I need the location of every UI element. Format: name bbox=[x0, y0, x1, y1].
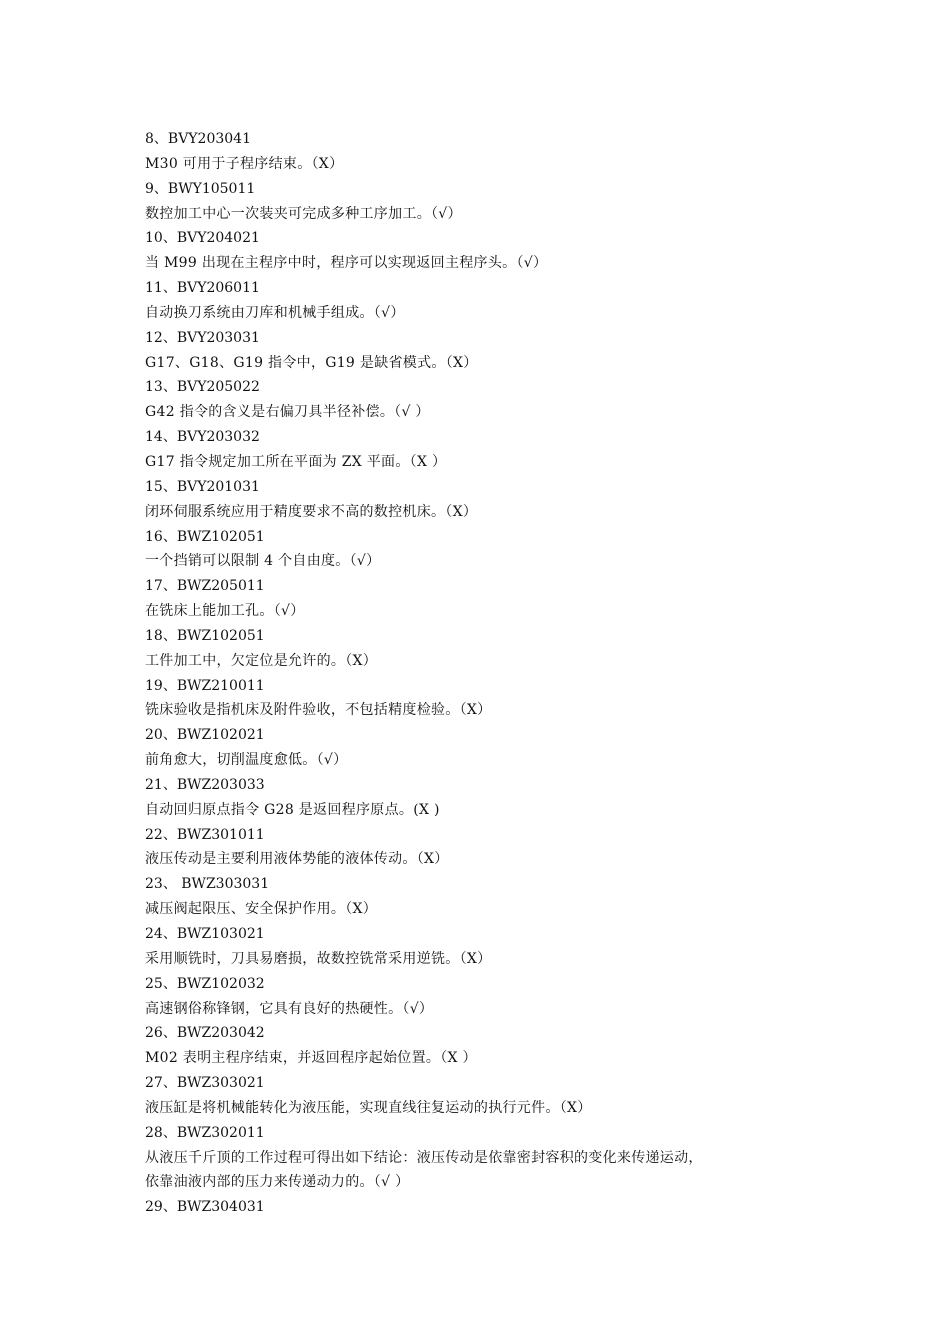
question-statement: 液压传动是主要利用液体势能的液体传动。（X） bbox=[145, 851, 449, 868]
question-code: 18、BWZ102051 bbox=[145, 627, 265, 644]
question-code: 11、BVY206011 bbox=[145, 280, 260, 297]
question-code: 8、BVY203041 bbox=[145, 131, 251, 147]
question-statement: 液压缸是将机械能转化为液压能，实现直线往复运动的执行元件。（X） bbox=[145, 1099, 592, 1116]
question-code: 10、BVY204021 bbox=[145, 230, 260, 247]
question-code: 28、BWZ302011 bbox=[145, 1124, 265, 1141]
question-code: 13、BVY205022 bbox=[145, 379, 260, 396]
question-statement: M30 可用于子程序结束。（X） bbox=[145, 155, 344, 172]
question-statement: G17、G18、G19 指令中，G19 是缺省模式。（X） bbox=[145, 354, 478, 371]
question-code: 19、BWZ210011 bbox=[145, 677, 265, 694]
question-code: 23、 BWZ303031 bbox=[145, 876, 270, 893]
question-statement: G42 指令的含义是右偏刀具半径补偿。（√ ） bbox=[145, 404, 430, 421]
question-statement: 闭环伺服系统应用于精度要求不高的数控机床。（X） bbox=[145, 503, 478, 520]
question-statement: 一个挡销可以限制 4 个自由度。（√） bbox=[145, 553, 381, 570]
question-code: 26、BWZ203042 bbox=[145, 1025, 265, 1042]
question-code: 12、BVY203031 bbox=[145, 329, 260, 346]
question-statement: 采用顺铣时，刀具易磨损，故数控铣常采用逆铣。（X） bbox=[145, 950, 492, 967]
question-statement: 高速钢俗称锋钢，它具有良好的热硬性。（√） bbox=[145, 1000, 434, 1017]
question-statement: 在铣床上能加工孔。（√） bbox=[145, 603, 305, 620]
question-code: 29、BWZ304031 bbox=[145, 1199, 265, 1216]
question-statement: 数控加工中心一次装夹可完成多种工序加工。（√） bbox=[145, 205, 462, 222]
question-code: 24、BWZ103021 bbox=[145, 926, 265, 942]
question-statement: 工件加工中，欠定位是允许的。（X） bbox=[145, 652, 378, 669]
question-code: 9、BWY105011 bbox=[145, 180, 256, 197]
question-statement: 自动回归原点指令 G28 是返回程序原点。(X ) bbox=[145, 801, 440, 818]
question-statement: G17 指令规定加工所在平面为 ZX 平面。（X ） bbox=[145, 453, 447, 470]
question-statement: 减压阀起限压、安全保护作用。（X） bbox=[145, 901, 378, 918]
question-code: 22、BWZ301011 bbox=[145, 826, 265, 843]
question-code: 20、BWZ102021 bbox=[145, 727, 265, 744]
question-statement: 前角愈大，切削温度愈低。（√） bbox=[145, 752, 348, 769]
question-statement: 当 M99 出现在主程序中时，程序可以实现返回主程序头。（√） bbox=[145, 255, 548, 272]
question-code: 21、BWZ203033 bbox=[145, 776, 265, 793]
question-statement: 自动换刀系统由刀库和机械手组成。（√） bbox=[145, 304, 405, 321]
question-code: 25、BWZ102032 bbox=[145, 975, 265, 992]
question-statement: 从液压千斤顶的工作过程可得出如下结论：液压传动是依靠密封容积的变化来传递运动， bbox=[145, 1149, 703, 1166]
question-code: 14、BVY203032 bbox=[145, 429, 260, 446]
question-code: 27、BWZ303021 bbox=[145, 1075, 265, 1092]
question-code: 15、BVY201031 bbox=[145, 478, 260, 495]
question-statement: 铣床验收是指机床及附件验收，不包括精度检验。（X） bbox=[145, 702, 492, 719]
document-body bbox=[145, 127, 845, 1220]
question-statement: M02 表明主程序结束，并返回程序起始位置。（X ） bbox=[145, 1050, 477, 1067]
question-code: 17、BWZ205011 bbox=[145, 578, 265, 595]
question-code: 16、BWZ102051 bbox=[145, 528, 265, 545]
question-statement-continued: 依靠油液内部的压力来传递动力的。（√ ） bbox=[145, 1174, 410, 1191]
